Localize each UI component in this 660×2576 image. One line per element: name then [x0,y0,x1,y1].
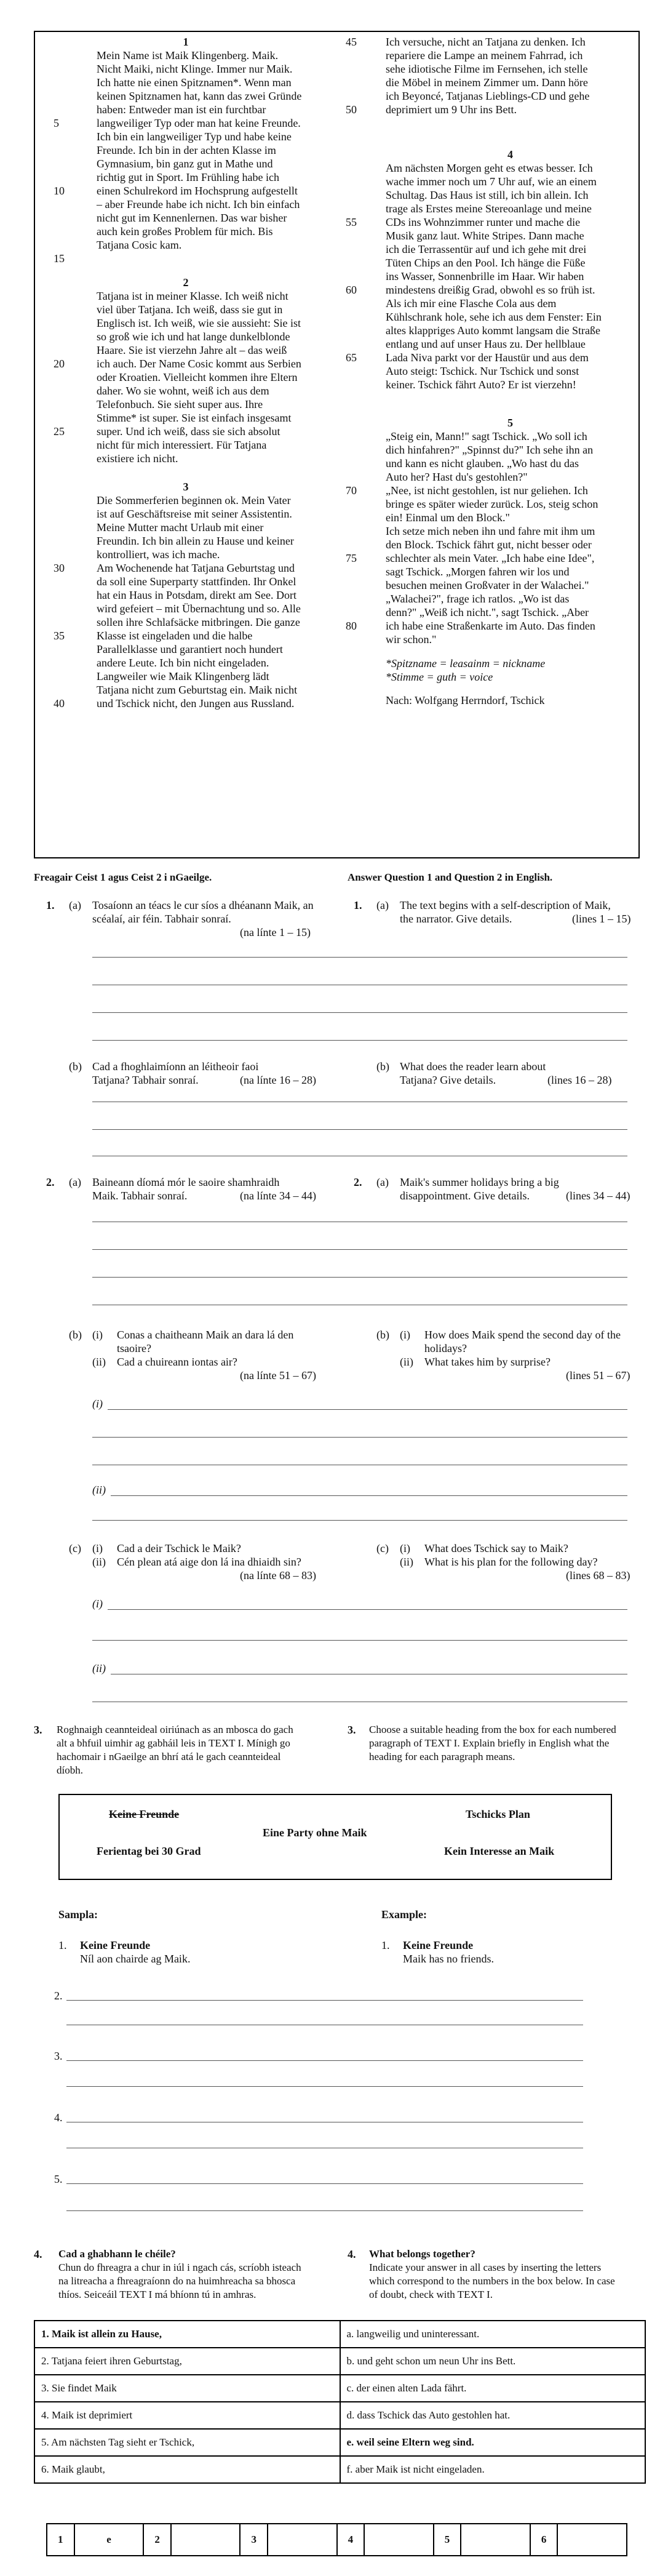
text-line: repariere die Lampe an meinem Fahrrad, ich [386,49,583,62]
answer-line[interactable] [108,1609,627,1610]
answer-line[interactable] [66,2086,583,2087]
text-line: wache immer noch um 7 Uhr auf, wie an einem [386,175,597,188]
text-line: Am Wochenende hat Tatjana Geburtstag und [97,562,295,574]
text-line: daher. Wo sie wohnt, weiß ich aus dem [97,385,269,397]
line-number: 70 [346,484,357,497]
answer-4-num: 4. [54,2111,63,2124]
text-line: ich auch. Der Name Cosic kommt aus Serbien [97,358,301,370]
source-attribution: Nach: Wolfgang Herrndorf, Tschick [386,694,545,706]
text-line: mindestens dreißig Grad, obwohl es so früh ist. [386,284,595,296]
text-line: kontrolliert, was ich mache. [97,548,220,561]
q2c-letter-en: (c) [376,1542,389,1554]
text-line: ich Beyoncé, Tatjanas Lieblings-CD und gehe [386,90,590,102]
answer-grid [46,2523,627,2556]
text-line: Lada Niva parkt vor der Haustür und aus dem [386,351,589,364]
text-line: nicht gut im Kennenlernen. Das war bisher [97,212,287,224]
section-3-number: 3 [183,481,189,493]
q2a-english: Maik's summer holidays bring a big disappointment. Give details. [400,1176,559,1202]
answer-number-cell: 5 [434,2524,461,2556]
text-line: Tatjana nicht zum Geburtstag ein. Maik nicht [97,684,298,696]
q4-english-title: What belongs together? [369,2248,475,2260]
answer-letter-cell[interactable] [171,2524,241,2556]
match-right: d. dass Tschick das Auto gestohlen hat. [340,2402,646,2429]
q2b-i: (i) [92,1329,103,1341]
text-line: besuchen meinen Großvater in der Walachei." [386,579,589,591]
answer-number-cell: 1 [47,2524,74,2556]
heading-option-3: Eine Party ohne Maik [263,1826,367,1839]
q2b-answer-ii-label: (ii) [92,1484,106,1496]
q4-number-en: 4. [348,2248,356,2260]
answer-number-cell: 6 [530,2524,558,2556]
section-3-continued [386,35,635,116]
text-line: viel über Tatjana. Ich weiß, dass sie gut in [97,303,283,316]
match-right: c. der einen alten Lada fährt. [340,2375,646,2402]
match-right: a. langweilig und uninteressant. [340,2321,646,2348]
answer-2-num: 2. [54,1990,63,2002]
answer-line[interactable] [92,1520,627,1521]
answer-line[interactable] [92,1277,627,1278]
text-line: auch kein großes Problem für mich. Bis [97,225,273,238]
line-number: 40 [54,697,65,710]
q1a-letter-en: (a) [376,899,389,911]
heading-option-4: Ferientag bei 30 Grad [97,1845,201,1857]
text-line: deprimiert um 9 Uhr ins Bett. [386,103,517,116]
line-number: 35 [54,630,65,642]
q2b-english-ii: What takes him by surprise? [424,1356,551,1368]
text-line: Freundin. Ich bin allein zu Hause und keiner [97,535,294,547]
answer-line[interactable] [66,2210,583,2211]
footnote-stimme: *Stimme = guth = voice [386,671,493,683]
matching-table [34,2320,646,2484]
text-line: Meine Mutter macht Urlaub mit einer [97,521,264,534]
q3-number-en: 3. [348,1724,356,1736]
text-line: wir schon." [386,633,437,646]
text-line: hat ein Haus in Potsdam, direkt am See. Dort [97,589,296,601]
text-line: Auto steigt: Tschick. Nur Tschick und sonst [386,365,579,377]
headings-box [58,1794,612,1880]
left-column [35,32,336,857]
text-line: und kann es nicht glauben. „Wo hast du das [386,457,579,470]
text-line: Ich hatte nie einen Spitznamen*. Wenn man [97,76,292,89]
match-left: 5. Am nächsten Tag sieht er Tschick, [34,2429,340,2456]
q1b-irish-lines: (na línte 16 – 28) [240,1074,316,1086]
text-line: Am nächsten Morgen geht es etwas besser. Ich [386,162,593,174]
text-line: Parallelklasse und garantiert noch hundert [97,643,283,655]
line-number: 55 [346,216,357,228]
text-line: CDs ins Wohnzimmer runter und mache die [386,216,581,228]
q2c-letter: (c) [69,1542,81,1554]
text-line: Tüten Chips an den Pool. Ich hänge die Füße [386,257,586,269]
section-2-number: 2 [183,276,189,289]
match-right: f. aber Maik ist nicht eingeladen. [340,2456,646,2483]
q2b-i-en: (i) [400,1329,410,1341]
text-line: wird gefeiert – mit Übernachtung und so. Alle [97,602,301,615]
q2c-irish-i: Cad a deir Tschick le Maik? [117,1542,241,1554]
q1a-irish: Tosaíonn an téacs le cur síos a dhéanann Maik, an scéalaí, air féin. Tabhair sonraí. [92,899,314,925]
match-row [34,2321,645,2348]
text-line: schlechter als mein Vater. „Ich habe eine Idee", [386,552,595,564]
text-line: Auto her? Hast du's gestohlen?" [386,471,528,483]
q2b-ii-en: (ii) [400,1356,413,1368]
text-line: Haare. Sie ist vierzehn Jahre alt – das weiß [97,344,287,356]
text-line: sagt Tschick. „Morgen fahren wir los und [386,566,570,578]
q2a-letter: (a) [69,1176,81,1188]
q4-number: 4. [34,2248,42,2260]
section-4-number: 4 [507,148,513,161]
example-label: Example: [381,1908,427,1921]
answer-line[interactable] [108,1409,627,1410]
text-line: Langweiler wie Maik Klingenberg lädt [97,670,269,682]
text-line: bringe es später wieder zurück. Los, steig schon [386,498,598,510]
line-number: 60 [346,284,357,296]
irish-instruction-header: Freagair Ceist 1 agus Ceist 2 i nGaeilge. [34,871,212,883]
answer-line[interactable] [66,2000,583,2001]
match-right: b. und geht schon um neun Uhr ins Bett. [340,2348,646,2375]
text-line: denn?" „Weiß ich nicht.", sagt Tschick. „Aber [386,606,589,618]
text-line: „Steig ein, Mann!" sagt Tschick. „Wo soll ich [386,430,587,442]
q2c-answer-i-label: (i) [92,1598,103,1610]
text-line: andere Leute. Ich bin nicht eingeladen. [97,657,269,669]
text-line: Tatjana ist in meiner Klasse. Ich weiß nicht [97,290,288,302]
q2c-english-lines: (lines 68 – 83) [566,1569,630,1582]
text-line: dich hinfahren?" „Spinnst du?" Ich sehe ihn an [386,444,594,456]
text-line: Ich versuche, nicht an Tatjana zu denken. Ich [386,36,586,48]
q1a-english-lines: (lines 1 – 15) [572,913,631,925]
text-line: so groß wie ich und hat lange dunkelblonde [97,330,290,343]
text-line: langweiliger Typ oder man hat keine Freunde. [97,117,301,129]
text-line: ich habe eine Straßenkarte im Auto. Das finden [386,620,595,632]
q2-number: 2. [46,1176,55,1188]
q2c-i: (i) [92,1542,103,1554]
answer-letter-cell[interactable] [461,2524,530,2556]
heading-option-2: Tschicks Plan [466,1808,530,1820]
q1a-letter: (a) [69,899,81,911]
text-line: Kühlschrank hole, sehe ich aus dem Fenster: Ein [386,311,602,323]
text-line: ein! Einmal um den Block." [386,511,510,524]
text-line: nicht für mich interessiert. Für Tatjana [97,439,267,451]
line-number: 25 [54,425,65,438]
line-number: 75 [346,552,357,564]
q1b-letter-en: (b) [376,1060,389,1073]
q2b-english-lines: (lines 51 – 67) [566,1369,630,1382]
q1b-english-lines: (lines 16 – 28) [547,1074,612,1086]
text-line: Nicht Maiki, nicht Klinge. Immer nur Maik. [97,63,293,75]
match-left: 3. Sie findet Maik [34,2375,340,2402]
q2c-irish-lines: (na línte 68 – 83) [240,1569,316,1582]
answer-line[interactable] [111,1495,627,1496]
answer-number-cell: 4 [337,2524,365,2556]
answer-line[interactable] [92,1040,627,1041]
section-2-text [97,289,330,465]
text-line: Gymnasium, bin ganz gut in Mathe und [97,158,273,170]
text-line: da soll eine Superparty stattfinden. Ihr Onkel [97,575,296,588]
q2c-english-ii: What is his plan for the following day? [424,1556,598,1568]
section-4-text [386,161,635,391]
text-line: sehe idiotische Filme im Fernsehen, ich stelle [386,63,588,75]
text-line: existiere ich nicht. [97,452,178,465]
answer-letter-cell[interactable]: e [74,2524,144,2556]
text-line: sollen ihre Schlafsäcke mitbringen. Die ganze [97,616,300,628]
heading-option-5: Kein Interesse an Maik [444,1845,555,1857]
text-box [34,31,640,858]
example-answer: Maik has no friends. [403,1953,494,1965]
q2c-ii: (ii) [92,1556,106,1568]
match-row [34,2348,645,2375]
text-line: „Nee, ist nicht gestohlen, ist nur geliehen. Ich [386,484,588,497]
answer-line[interactable] [66,2183,583,2184]
sample-num: 1. [58,1939,67,1951]
answer-line[interactable] [92,1129,627,1130]
text-line: keiner. Tschick fährt Auto? Er ist vierzehn! [386,378,576,391]
text-line: Ich bin ein langweiliger Typ und habe keine [97,130,292,143]
section-5-number: 5 [507,417,513,429]
answer-number-cell: 2 [143,2524,171,2556]
text-line: Schultag. Das Haus ist still, ich bin allein. Ich [386,189,589,201]
match-left: 2. Tatjana feiert ihren Geburtstag, [34,2348,340,2375]
answer-line[interactable] [92,1437,627,1438]
q3-irish: Roghnaigh ceannteideal oiriúnach as an mbosca do gach alt a bhfuil uimhir ag gabháil leis in TEXT I. Mínigh go hachomair i nGaeilge an bhrí atá le gach ceannteideal díobh. [57,1724,293,1776]
q2b-answer-i-label: (i) [92,1398,103,1410]
text-line: oder Kroatien. Vielleicht kommen ihre Eltern [97,371,298,383]
match-row [34,2402,645,2429]
line-number: 65 [346,351,357,364]
q1a-irish-lines: (na línte 1 – 15) [240,926,311,938]
sampla-label: Sampla: [58,1908,98,1921]
q1-number: 1. [46,899,55,911]
text-line: den Block. Tschick fährt gut, nicht besser oder [386,538,592,551]
match-right: e. weil seine Eltern weg sind. [340,2429,646,2456]
match-left: 1. Maik ist allein zu Hause, [34,2321,340,2348]
text-line: Freunde. Ich bin in der achten Klasse im [97,144,276,156]
text-line: Musik ganz laut. White Stripes. Dann mache [386,230,584,242]
answer-3-num: 3. [54,2050,63,2062]
text-line: super. Und ich weiß, dass sie sich absolut [97,425,280,438]
text-line: Klasse ist eingeladen und die halbe [97,630,253,642]
q1-number-en: 1. [354,899,362,911]
answer-letter-cell[interactable] [557,2524,627,2556]
q2c-irish-ii: Cén plean atá aige don lá ina dhiaidh sin? [117,1556,301,1568]
text-line: ich die Terrassentür auf und ich gehe mit drei [386,243,587,255]
text-line: ist auf Geschäftsreise mit seiner Assistentin. [97,508,292,520]
text-line: Englisch ist. Ich weiß, wie sie aussieht: Sie ist [97,317,301,329]
q2b-ii: (ii) [92,1356,106,1368]
q2b-irish-i: Conas a chaitheann Maik an dara lá den tsaoire? [117,1329,294,1354]
q2b-english-i: How does Maik spend the second day of the holidays? [424,1329,621,1354]
match-row [34,2456,645,2483]
example-num: 1. [381,1939,390,1951]
answer-line[interactable] [92,957,627,958]
q1b-english: What does the reader learn about Tatjana? Give details. [400,1060,546,1086]
text-line: richtig gut in Sport. Im Frühling habe ich [97,171,279,183]
text-line: – aber Freunde habe ich nicht. Ich bin einfach [97,198,300,210]
q1b-irish: Cad a fhoghlaimíonn an léitheoir faoi Tatjana? Tabhair sonraí. [92,1060,259,1086]
q2-number-en: 2. [354,1176,362,1188]
text-line: haben: Entweder man ist ein furchtbar [97,103,266,116]
q2b-letter: (b) [69,1329,82,1341]
heading-option-1: Keine Freunde [109,1808,180,1820]
q4-irish-title: Cad a ghabhann le chéile? [58,2248,176,2260]
section-3-text [97,494,330,710]
answer-line[interactable] [92,1012,627,1013]
q2b-letter-en: (b) [376,1329,389,1341]
english-instruction-header: Answer Question 1 and Question 2 in English. [348,871,553,883]
text-line: Als ich mir eine Flasche Cola aus dem [386,297,557,310]
text-line: die Möbel in meinem Zimmer um. Dann höre [386,76,588,89]
text-line: Die Sommerferien beginnen ok. Mein Vater [97,494,291,506]
match-row [34,2375,645,2402]
line-number: 10 [54,185,65,197]
line-number: 50 [346,103,357,116]
q4-irish: Chun do fhreagra a chur in iúl i ngach cás, scríobh isteach na litreacha a fhreagraíonn do na huimhreacha sa bhosca thíos. Seiceáil TEXT I má bhíonn tú in amhras. [58,2262,301,2300]
line-number: 80 [346,620,357,632]
text-line: altes klappriges Auto kommt langsam die Straße [386,324,600,337]
answer-letter-cell[interactable] [364,2524,434,2556]
answer-5-num: 5. [54,2173,63,2185]
text-line: einen Schulrekord im Hochsprung aufgestellt [97,185,298,197]
q2c-answer-ii-label: (ii) [92,1662,106,1674]
text-line: und Tschick nicht, den Jungen aus Russland. [97,697,295,710]
text-line: Mein Name ist Maik Klingenberg. Maik. [97,49,279,62]
line-number: 20 [54,358,65,370]
line-number: 15 [54,252,65,265]
text-line: ins Wasser, Sonnenbrille im Haar. Wir haben [386,270,584,282]
text-line: keinen Spitznamen hat, kann das zwei Gründe [97,90,302,102]
q3-number: 3. [34,1724,42,1736]
q1b-letter: (b) [69,1060,82,1073]
q2a-irish-lines: (na línte 34 – 44) [240,1190,316,1202]
text-line: Ich setze mich neben ihn und fahre mit ihm um [386,525,595,537]
line-number: 45 [346,36,357,48]
line-number: 30 [54,562,65,574]
line-number: 5 [54,117,59,129]
q1a-english: The text begins with a self-description of Maik, the narrator. Give details. [400,899,611,925]
right-column [343,32,638,857]
text-line: entlang und auf unser Haus zu. Der hellblaue [386,338,586,350]
text-line: Telefonbuch. Sie sieht super aus. Ihre [97,398,263,410]
text-line: trage als Erstes meine Stereoanlage und meine [386,202,592,215]
q4-english: Indicate your answer in all cases by inserting the letters which correspond to the numbers in the box below. In case of doubt, check with TEXT I. [369,2262,615,2300]
q2c-i-en: (i) [400,1542,410,1554]
q2a-irish: Baineann díomá mór le saoire shamhraidh Maik. Tabhair sonraí. [92,1176,280,1202]
text-line: Tatjana Cosic kam. [97,239,182,251]
q2a-english-lines: (lines 34 – 44) [566,1190,630,1202]
answer-line[interactable] [66,2060,583,2061]
match-left: 6. Maik glaubt, [34,2456,340,2483]
section-1-text [97,49,330,252]
q3-english: Choose a suitable heading from the box for each numbered paragraph of TEXT I. Explain briefly in English what the heading for each paragraph means. [369,1724,616,1762]
text-line: Stimme* ist super. Sie ist einfach insgesamt [97,412,292,424]
match-row [34,2429,645,2456]
q2a-letter-en: (a) [376,1176,389,1188]
q2c-ii-en: (ii) [400,1556,413,1568]
q2b-irish-ii: Cad a chuireann iontas air? [117,1356,237,1368]
example-heading: Keine Freunde [403,1939,474,1951]
sample-answer: Níl aon chairde ag Maik. [80,1953,191,1965]
q2c-english-i: What does Tschick say to Maik? [424,1542,568,1554]
answer-letter-cell[interactable] [268,2524,337,2556]
answer-line[interactable] [92,1640,627,1641]
sample-heading: Keine Freunde [80,1939,151,1951]
q2b-irish-lines: (na línte 51 – 67) [240,1369,316,1382]
section-5-text [386,430,635,646]
answer-number-cell: 3 [240,2524,268,2556]
footnote-spitzname: *Spitzname = leasainm = nickname [386,657,546,670]
text-line: „Walachei?", frage ich ratlos. „Wo ist das [386,593,570,605]
match-left: 4. Maik ist deprimiert [34,2402,340,2429]
section-1-number: 1 [183,36,189,48]
answer-line[interactable] [92,1249,627,1250]
